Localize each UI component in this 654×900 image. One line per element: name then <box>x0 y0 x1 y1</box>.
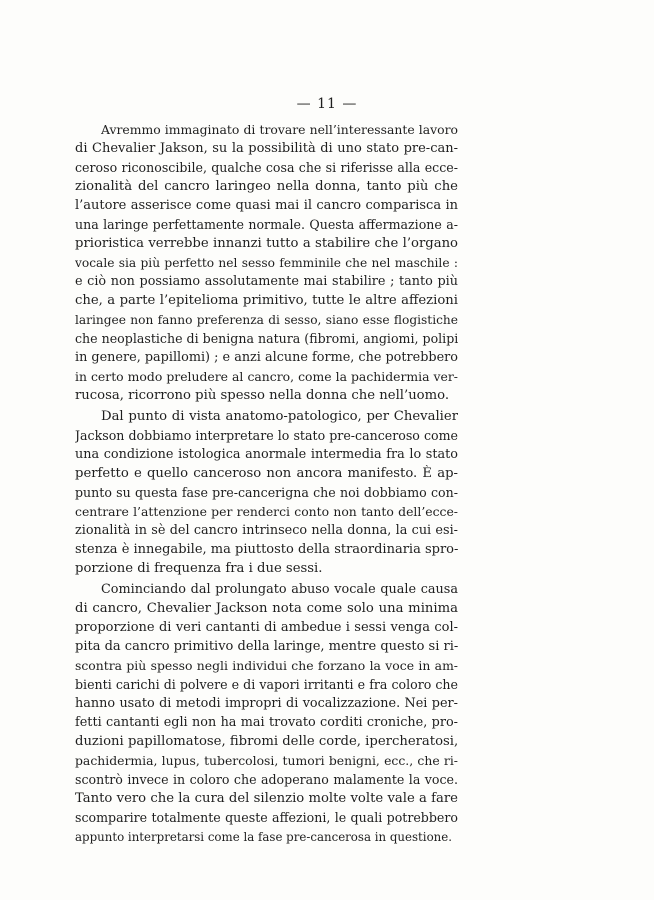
text-line: centrare l’attenzione per renderci conto non tanto dell’ecce- <box>75 504 458 519</box>
text-line: duzioni papillomatose, fibromi delle corde, ipercheratosi, <box>75 734 458 749</box>
text-line: vocale sia più perfetto nel sesso femminile che nel maschile : <box>75 256 458 270</box>
text-line: l’autore asserisce come quasi mai il cancro comparisca in <box>75 198 458 213</box>
text-line: in genere, papillomi) ; e anzi alcune forme, che potrebbero <box>75 350 458 365</box>
text-line: appunto interpretarsi come la fase pre-cancerosa in questione. <box>75 830 452 844</box>
text-line: in certo modo preludere al cancro, come la pachidermia ver- <box>75 369 458 384</box>
text-line: pita da cancro primitivo della laringe, mentre questo si ri- <box>75 639 458 654</box>
text-line: hanno usato di metodi impropri di vocalizzazione. Nei per- <box>75 696 458 711</box>
text-line: Avremmo immaginato di trovare nell’interessante lavoro <box>101 122 458 137</box>
text-line: proporzione di veri cantanti di ambedue i sessi venga col- <box>75 620 458 635</box>
page-number: — 11 — <box>296 96 358 112</box>
text-line: perfetto e quello canceroso non ancora manifesto. È ap- <box>75 466 458 481</box>
text-line: di Chevalier Jakson, su la possibilità di uno stato pre-can- <box>75 141 458 156</box>
text-line: punto su questa fase pre-cancerigna che noi dobbiamo con- <box>75 485 458 500</box>
text-line: prioristica verrebbe innanzi tutto a stabilire che l’organo <box>75 236 458 251</box>
text-line: una laringe perfettamente normale. Questa affermazione a- <box>75 217 458 232</box>
text-line: di cancro, Chevalier Jackson nota come solo una minima <box>75 601 458 616</box>
text-line: ceroso riconoscibile, qualche cosa che si riferisse alla ecce- <box>75 160 458 175</box>
text-line: che, a parte l’epitelioma primitivo, tutte le altre affezioni <box>75 293 458 308</box>
text-line: Tanto vero che la cura del silenzio molte volte vale a fare <box>75 791 458 806</box>
text-line: scontrò invece in coloro che adoperano malamente la voce. <box>75 772 458 787</box>
text-line: Dal punto di vista anatomo-patologico, per Chevalier <box>101 409 458 424</box>
text-line: Jackson dobbiamo interpretare lo stato pre-canceroso come <box>75 428 458 443</box>
text-line: stenza è innegabile, ma piuttosto della straordinaria spro- <box>75 542 458 557</box>
text-line: laringee non fanno preferenza di sesso, siano esse flogistiche <box>75 313 458 327</box>
text-line: pachidermia, lupus, tubercolosi, tumori benigni, ecc., che ri- <box>75 753 458 768</box>
text-line: una condizione istologica anormale intermedia fra lo stato <box>75 447 458 462</box>
text-line: scontra più spesso negli individui che forzano la voce in am- <box>75 658 458 673</box>
text-line: che neoplastiche di benigna natura (fibromi, angiomi, polipi <box>75 331 458 346</box>
text-line: e ciò non possiamo assolutamente mai stabilire ; tanto più <box>75 274 458 289</box>
text-line: zionalità del cancro laringeo nella donna, tanto più che <box>75 179 458 194</box>
text-line: bienti carichi di polvere e di vapori irritanti e fra coloro che <box>75 677 458 692</box>
text-line: porzione di frequenza fra i due sessi. <box>75 561 323 576</box>
text-line: zionalità in sè del cancro intrinseco nella donna, la cui esi- <box>75 523 458 538</box>
text-line: scomparire totalmente queste affezioni, le quali potrebbero <box>75 810 458 825</box>
text-line: fetti cantanti egli non ha mai trovato corditi croniche, pro- <box>75 715 458 730</box>
text-line: rucosa, ricorrono più spesso nella donna che nell’uomo. <box>75 388 450 403</box>
text-line: Cominciando dal prolungato abuso vocale quale causa <box>101 582 458 597</box>
